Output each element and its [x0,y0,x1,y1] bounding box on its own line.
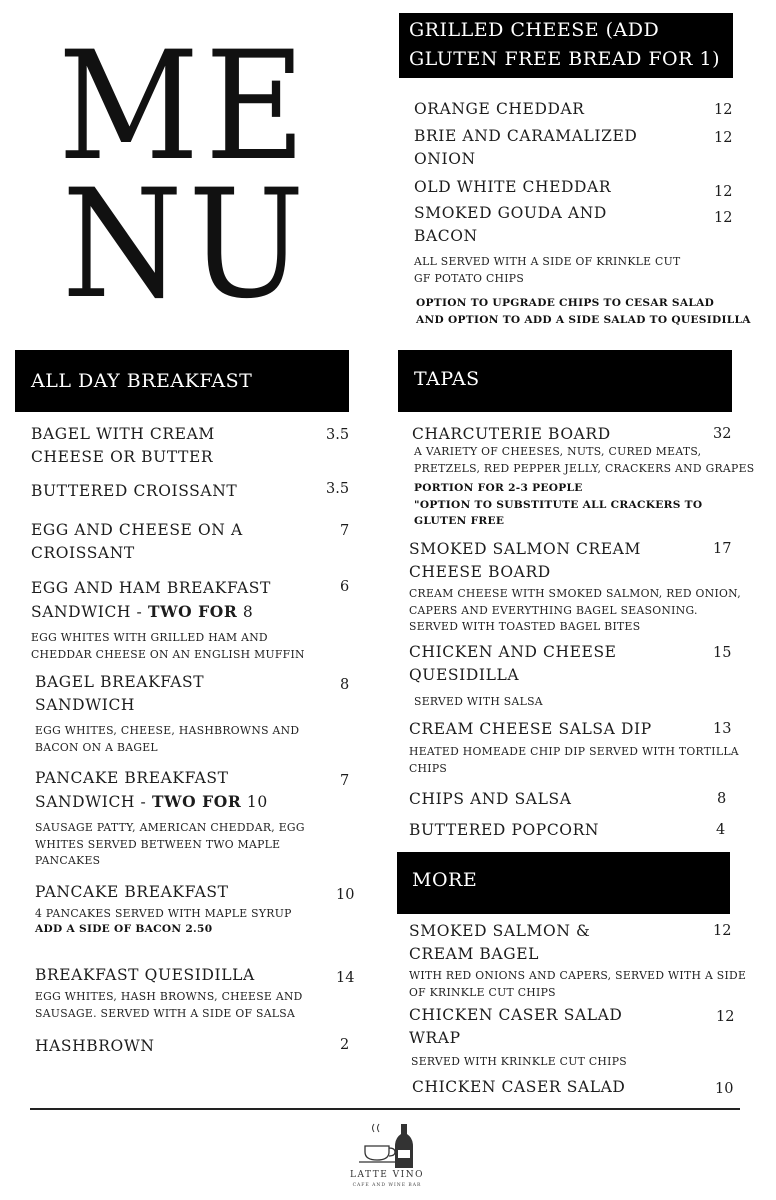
more-item-name [409,920,590,966]
more-item-name: CHICKEN CASER SALAD [412,1078,626,1096]
name-line: WRAP [409,1029,461,1047]
name-line: CROISSANT [31,544,135,562]
tapas-item-price: 32 [713,426,732,442]
breakfast-header [15,350,349,412]
grilled-header-line2: GLUTEN FREE BREAD FOR 1) [409,48,720,70]
breakfast-note: ADD A SIDE OF BACON 2.50 [35,923,213,935]
desc-line: WHITES SERVED BETWEEN TWO MAPLE [35,837,281,851]
desc-line: GF POTATO CHIPS [414,271,525,285]
desc-line: SAUSAGE. SERVED WITH A SIDE OF SALSA [35,1006,296,1020]
breakfast-item-price: 3.5 [326,427,350,443]
breakfast-item-price: 7 [340,523,350,539]
desc-line: CHEDDAR CHEESE ON AN ENGLISH MUFFIN [31,647,305,661]
desc-line: EGG WHITES, HASH BROWNS, CHEESE AND [35,990,303,1003]
menu-title-me: ME [58,20,312,194]
note-line: OPTION TO UPGRADE CHIPS TO CESAR SALAD [416,297,715,309]
name-line: CHEESE BOARD [409,563,551,581]
grilled-item-name [414,202,607,248]
latte-vino-logo [337,1120,437,1195]
name-line: BAGEL WITH CREAM [31,425,215,443]
name-line: SMOKED GOUDA AND [414,204,607,222]
tapas-item-price: 17 [713,541,732,557]
tapas-description [409,744,739,777]
two-for-label: TWO FOR [147,602,238,621]
grilled-item-price: 12 [714,130,733,146]
grilled-item-name: ORANGE CHEDDAR [414,100,585,118]
desc-line: SAUSAGE PATTY, AMERICAN CHEDDAR, EGG [35,821,305,834]
note-line: PORTION FOR 2-3 PEOPLE [414,482,583,494]
breakfast-item-price: 2 [340,1037,350,1053]
note-line: GLUTEN FREE [414,515,505,527]
tapas-header [398,350,732,412]
name-line: CHEESE OR BUTTER [31,448,214,466]
breakfast-item-price: 8 [340,677,350,693]
tapas-item-name: BUTTERED POPCORN [409,821,600,839]
breakfast-item-name [35,767,268,814]
more-header [397,852,730,914]
name-line: BAGEL BREAKFAST [35,673,205,691]
tapas-header-label: TAPAS [414,368,480,390]
tapas-description [409,586,741,636]
logo-name: LATTE VINO [350,1170,424,1180]
breakfast-item-price: 10 [336,887,355,903]
desc-line: OF KRINKLE CUT CHIPS [409,985,556,999]
more-item-name [409,1004,622,1050]
more-item-price: 12 [713,923,732,939]
desc-line: BACON ON A BAGEL [35,740,158,754]
grilled-header-line1: GRILLED CHEESE (ADD [409,19,660,41]
grilled-description [414,254,681,287]
name-part: 10 [241,793,268,811]
more-header-label: MORE [412,869,478,891]
tapas-item-name [409,538,641,584]
tapas-note [414,480,702,530]
grilled-note [416,295,751,328]
desc-line: HEATED HOMEADE CHIP DIP SERVED WITH TORTILLA [409,745,739,758]
tapas-item-name: CREAM CHEESE SALSA DIP [409,720,652,738]
breakfast-item-price: 6 [340,579,350,595]
breakfast-item-name [31,577,271,624]
desc-line: EGG WHITES, CHEESE, HASHBROWNS AND [35,724,300,737]
name-part: SANDWICH - [35,793,152,811]
breakfast-item-name [35,671,204,717]
note-line: AND OPTION TO ADD A SIDE SALAD TO QUESIDILLA [416,313,751,326]
name-line: PANCAKE BREAKFAST [35,769,229,787]
desc-line: EGG WHITES WITH GRILLED HAM AND [31,631,268,644]
breakfast-description [35,989,303,1022]
desc-line: PRETZELS, RED PEPPER JELLY, CRACKERS AND GRAPES [414,461,755,475]
breakfast-item-name: BREAKFAST QUESIDILLA [35,966,255,984]
tapas-description [414,444,754,477]
tapas-item-name: CHIPS AND SALSA [409,790,572,808]
breakfast-description [35,723,299,756]
breakfast-header-label: ALL DAY BREAKFAST [31,370,253,392]
desc-line: ALL SERVED WITH A SIDE OF KRINKLE CUT [414,255,681,268]
breakfast-description [31,630,305,663]
breakfast-item-name: BUTTERED CROISSANT [31,482,238,500]
name-line: SMOKED SALMON & [409,922,591,940]
breakfast-item-price: 3.5 [326,481,350,497]
breakfast-item-name [31,519,243,565]
two-for-label: TWO FOR [151,792,242,811]
desc-line: WITH RED ONIONS AND CAPERS, SERVED WITH A SIDE [409,969,747,982]
grilled-cheese-header [399,13,733,78]
breakfast-item-price: 14 [336,970,355,986]
logo-tagline: CAFE AND WINE BAR [352,1183,422,1188]
name-line: CREAM BAGEL [409,945,540,963]
tapas-item-price: 8 [717,791,727,807]
grilled-item-price: 12 [714,102,733,118]
desc-line: CHIPS [409,761,448,775]
grilled-item-name [414,125,637,171]
name-line: SANDWICH [35,696,136,714]
breakfast-item-name [31,423,215,469]
name-line: EGG AND CHEESE ON A [31,521,243,539]
name-part: SANDWICH - [31,603,148,621]
desc-line: SERVED WITH TOASTED BAGEL BITES [409,620,641,633]
more-description: SERVED WITH KRINKLE CUT CHIPS [411,1055,627,1068]
tapas-item-price: 15 [713,645,732,661]
name-line: BACON [414,227,478,245]
desc-line: A VARIETY OF CHEESES, NUTS, CURED MEATS, [414,445,702,458]
breakfast-description [35,820,305,870]
menu-title-nu: NU [62,158,311,332]
footer-divider [30,1108,740,1110]
name-line [35,790,268,814]
name-line: BRIE AND CARAMALIZED [414,127,638,145]
grilled-item-price: 12 [714,184,733,200]
tapas-item-name: CHARCUTERIE BOARD [412,425,611,443]
breakfast-item-name: HASHBROWN [35,1037,155,1055]
tapas-item-price: 4 [716,822,726,838]
cup-and-bottle-icon [337,1120,437,1170]
desc-line: CREAM CHEESE WITH SMOKED SALMON, RED ONION, [409,587,741,600]
more-item-price: 12 [716,1009,735,1025]
name-line: ONION [414,150,476,168]
tapas-item-name [409,641,617,687]
name-line: CHICKEN AND CHEESE [409,643,617,661]
name-line: QUESIDILLA [409,666,520,684]
breakfast-description: 4 PANCAKES SERVED WITH MAPLE SYRUP [35,907,292,920]
desc-line: PANCAKES [35,854,101,867]
breakfast-item-price: 7 [340,773,350,789]
breakfast-item-name: PANCAKE BREAKFAST [35,883,229,901]
tapas-item-price: 13 [713,721,732,737]
name-line: EGG AND HAM BREAKFAST [31,579,271,597]
name-line: CHICKEN CASER SALAD [409,1006,623,1024]
note-line: "OPTION TO SUBSTITUTE ALL CRACKERS TO [414,498,703,511]
more-item-price: 10 [715,1081,734,1097]
grilled-item-name: OLD WHITE CHEDDAR [414,178,612,196]
grilled-item-price: 12 [714,210,733,226]
name-line: SMOKED SALMON CREAM [409,540,641,558]
tapas-description: SERVED WITH SALSA [414,695,543,708]
desc-line: CAPERS AND EVERYTHING BAGEL SEASONING. [409,603,698,617]
name-line [31,600,271,624]
name-part: 8 [237,603,254,621]
more-description [409,968,746,1001]
